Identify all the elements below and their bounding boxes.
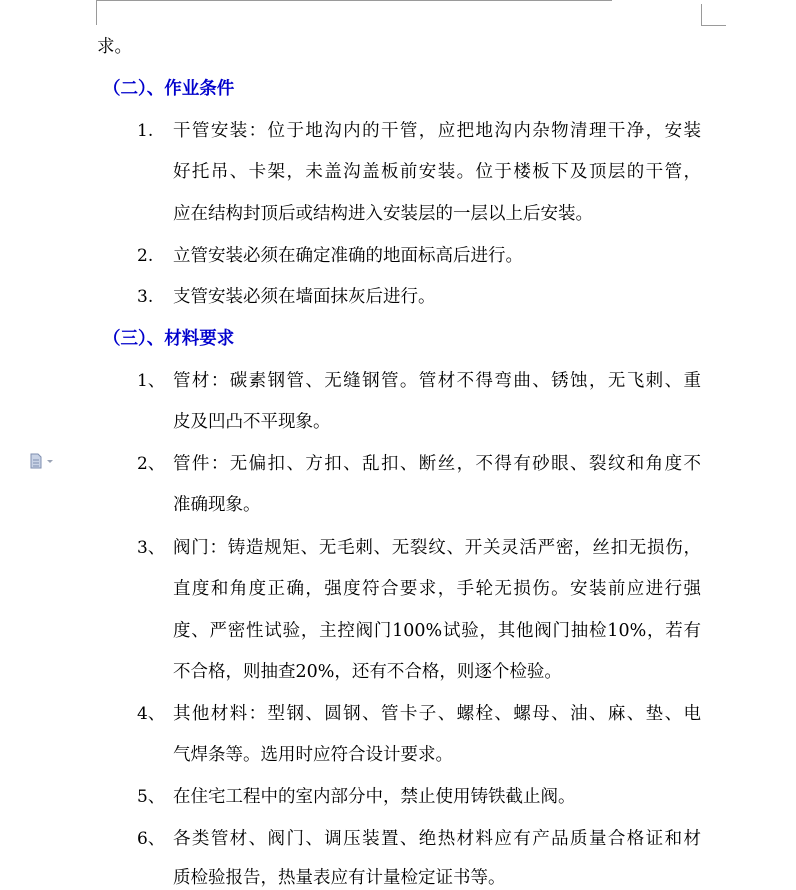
list-item-number: 1. [137,121,154,141]
list-item-line: 在住宅工程中的室内部分中，禁止使用铸铁截止阀。 [173,787,576,807]
crop-mark-right-horizontal [701,25,726,26]
crop-mark-left [96,0,97,25]
page-top-border [97,0,612,1]
list-item-line: 管件：无偏扣、方扣、乱扣、断丝，不得有砂眼、裂纹和角度不 [173,454,701,474]
list-item-line: 管材：碳素钢管、无缝钢管。管材不得弯曲、锈蚀，无飞刺、重 [173,371,701,391]
crop-mark-right-vertical [701,4,702,26]
document-icon[interactable] [30,453,56,469]
list-item-number: 2. [137,246,154,266]
list-item-number: 3. [137,287,154,307]
list-item-number: 4、 [137,704,165,724]
list-item-line: 支管安装必须在墙面抹灰后进行。 [173,287,436,307]
list-item-line: 度、严密性试验，主控阀门100%试验，其他阀门抽检10%，若有 [173,621,701,641]
list-item-line: 直度和角度正确，强度符合要求，手轮无损伤。安装前应进行强 [173,579,701,599]
list-item-line: 应在结构封顶后或结构进入安装层的一层以上后安装。 [173,204,593,224]
intro-tail-text: 求。 [97,37,132,57]
list-item-line: 质检验报告，热量表应有计量检定证书等。 [173,868,506,888]
list-item-number: 3、 [137,538,165,558]
list-item-number: 6、 [137,829,165,849]
list-item-line: 干管安装：位于地沟内的干管，应把地沟内杂物清理干净，安装 [173,121,701,141]
list-item-line: 气焊条等。选用时应符合设计要求。 [173,745,453,765]
list-item-line: 好托吊、卡架，未盖沟盖板前安装。位于楼板下及顶层的干管， [173,162,701,182]
list-item-line: 准确现象。 [173,495,261,515]
list-item-line: 不合格，则抽查20%，还有不合格，则逐个检验。 [173,662,562,682]
list-item-number: 1、 [137,371,165,391]
section-heading-materials: （三）、材料要求 [103,329,235,349]
list-item-line: 各类管材、阀门、调压装置、绝热材料应有产品质量合格证和材 [173,829,701,849]
list-item-number: 2、 [137,454,165,474]
list-item-line: 阀门：铸造规矩、无毛刺、无裂纹、开关灵活严密，丝扣无损伤， [173,538,701,558]
list-item-line: 皮及凹凸不平现象。 [173,412,331,432]
section-heading-conditions: （二）、作业条件 [103,79,235,99]
list-item-line: 其他材料：型钢、圆钢、管卡子、螺栓、螺母、油、麻、垫、电 [173,704,701,724]
list-item-number: 5、 [137,787,165,807]
list-item-line: 立管安装必须在确定准确的地面标高后进行。 [173,246,523,266]
